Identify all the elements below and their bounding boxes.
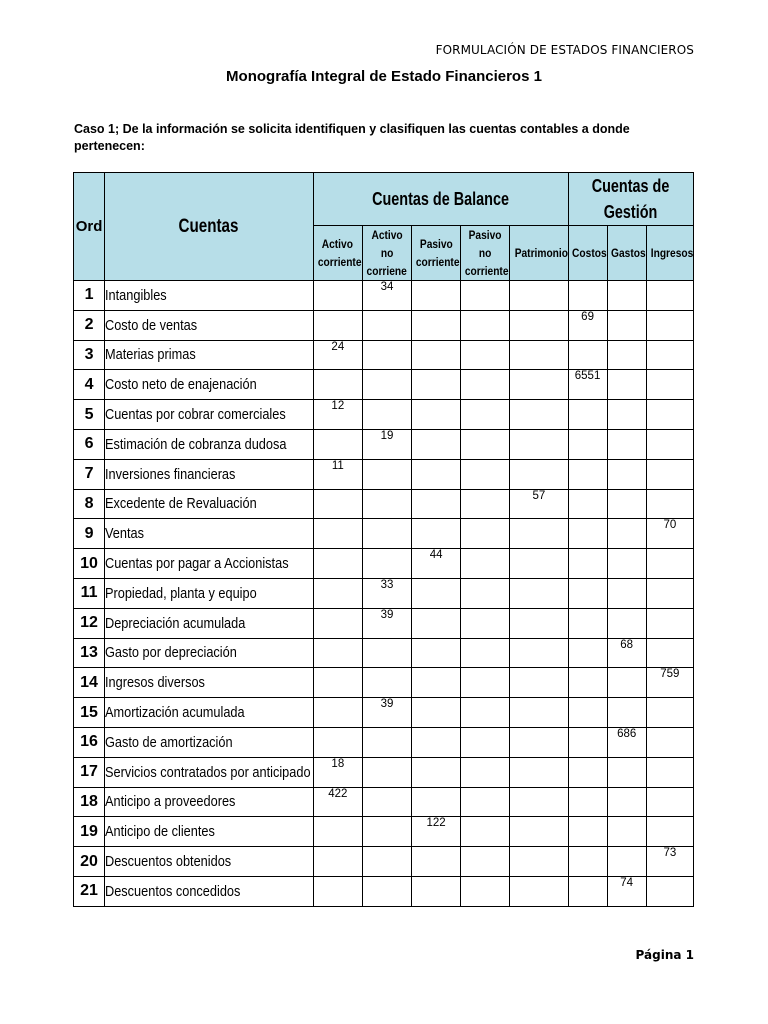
row-value-cell <box>461 847 510 877</box>
row-value-cell: 686 <box>607 727 646 757</box>
row-value-cell <box>568 489 607 519</box>
row-account-name: Depreciación acumulada <box>105 608 314 638</box>
table-row <box>74 400 694 430</box>
row-ord: 19 <box>74 817 105 847</box>
row-value-cell: 6551 <box>568 370 607 400</box>
row-value-cell <box>510 698 568 728</box>
row-account-name: Intangibles <box>105 281 314 311</box>
row-account-name: Gasto por depreciación <box>105 638 314 668</box>
row-value-cell <box>412 489 461 519</box>
row-value-cell <box>412 847 461 877</box>
row-value-cell <box>461 787 510 817</box>
table-row <box>74 698 694 728</box>
row-ord: 7 <box>74 459 105 489</box>
row-value-cell: 122 <box>412 817 461 847</box>
row-value-cell <box>362 847 411 877</box>
row-value-cell <box>568 459 607 489</box>
row-value-cell <box>362 370 411 400</box>
table-row <box>74 459 694 489</box>
subheader-3: Pasivo no corriente <box>461 226 510 281</box>
row-value-cell <box>461 519 510 549</box>
row-value-cell <box>412 608 461 638</box>
row-value-cell: 74 <box>607 876 646 906</box>
row-value-cell <box>646 549 693 579</box>
row-value-cell <box>412 727 461 757</box>
row-value-cell <box>568 429 607 459</box>
row-value-cell <box>412 638 461 668</box>
row-value-cell <box>607 340 646 370</box>
row-value-cell <box>568 608 607 638</box>
subheader-0: Activo corriente <box>313 226 362 281</box>
header-cuentas-gestion: Cuentas de Gestión <box>568 173 693 226</box>
accounts-table <box>73 172 694 907</box>
row-value-cell <box>313 549 362 579</box>
row-value-cell <box>568 549 607 579</box>
row-value-cell <box>461 281 510 311</box>
row-value-cell <box>510 370 568 400</box>
row-value-cell <box>461 608 510 638</box>
row-value-cell <box>412 519 461 549</box>
row-value-cell <box>362 757 411 787</box>
table-row <box>74 668 694 698</box>
row-ord: 10 <box>74 549 105 579</box>
subheader-6: Gastos <box>607 226 646 281</box>
row-value-cell <box>607 489 646 519</box>
table-row <box>74 757 694 787</box>
row-account-name: Cuentas por cobrar comerciales <box>105 400 314 430</box>
row-value-cell <box>412 698 461 728</box>
table-row <box>74 876 694 906</box>
row-value-cell <box>568 400 607 430</box>
row-value-cell <box>646 310 693 340</box>
row-value-cell: 68 <box>607 638 646 668</box>
row-value-cell <box>313 727 362 757</box>
row-value-cell <box>362 400 411 430</box>
row-value-cell <box>646 578 693 608</box>
row-value-cell <box>362 489 411 519</box>
row-value-cell <box>461 400 510 430</box>
row-account-name: Excedente de Revaluación <box>105 489 314 519</box>
row-value-cell <box>412 429 461 459</box>
row-value-cell <box>313 638 362 668</box>
row-value-cell: 39 <box>362 698 411 728</box>
header-ord: Ord <box>74 173 105 281</box>
header-cuentas-balance: Cuentas de Balance <box>313 173 568 226</box>
table-row <box>74 578 694 608</box>
row-value-cell <box>510 668 568 698</box>
row-value-cell <box>646 876 693 906</box>
table-row <box>74 340 694 370</box>
row-value-cell <box>510 519 568 549</box>
row-ord: 4 <box>74 370 105 400</box>
row-value-cell <box>646 429 693 459</box>
row-value-cell <box>646 817 693 847</box>
row-value-cell <box>362 817 411 847</box>
row-value-cell <box>646 638 693 668</box>
row-account-name: Servicios contratados por anticipado <box>105 757 314 787</box>
row-value-cell <box>646 787 693 817</box>
row-ord: 14 <box>74 668 105 698</box>
row-account-name: Ventas <box>105 519 314 549</box>
table-row <box>74 549 694 579</box>
row-value-cell <box>646 727 693 757</box>
row-value-cell <box>607 668 646 698</box>
row-value-cell <box>510 638 568 668</box>
row-ord: 2 <box>74 310 105 340</box>
row-value-cell <box>510 400 568 430</box>
row-value-cell <box>607 281 646 311</box>
row-ord: 15 <box>74 698 105 728</box>
row-value-cell <box>313 668 362 698</box>
row-value-cell <box>313 578 362 608</box>
section-header: FORMULACIÓN DE ESTADOS FINANCIEROS <box>435 43 694 57</box>
row-value-cell <box>646 400 693 430</box>
row-value-cell <box>412 370 461 400</box>
row-value-cell <box>313 489 362 519</box>
row-account-name: Descuentos concedidos <box>105 876 314 906</box>
row-account-name: Anticipo a proveedores <box>105 787 314 817</box>
row-account-name: Descuentos obtenidos <box>105 847 314 877</box>
row-value-cell <box>412 757 461 787</box>
row-value-cell <box>313 847 362 877</box>
row-value-cell: 24 <box>313 340 362 370</box>
row-value-cell <box>362 876 411 906</box>
table-row <box>74 281 694 311</box>
row-value-cell <box>461 370 510 400</box>
row-value-cell <box>568 757 607 787</box>
row-ord: 11 <box>74 578 105 608</box>
row-value-cell <box>568 698 607 728</box>
row-value-cell <box>362 787 411 817</box>
header-cuentas: Cuentas <box>105 173 314 281</box>
row-value-cell <box>362 727 411 757</box>
row-value-cell <box>568 847 607 877</box>
row-value-cell <box>510 608 568 638</box>
subheader-5: Costos <box>568 226 607 281</box>
table-row <box>74 608 694 638</box>
row-value-cell <box>461 340 510 370</box>
table-row <box>74 429 694 459</box>
row-value-cell <box>568 787 607 817</box>
row-value-cell <box>646 281 693 311</box>
row-value-cell: 18 <box>313 757 362 787</box>
row-ord: 20 <box>74 847 105 877</box>
row-value-cell <box>607 370 646 400</box>
row-value-cell <box>607 459 646 489</box>
row-value-cell <box>412 578 461 608</box>
table-row <box>74 310 694 340</box>
row-value-cell <box>607 429 646 459</box>
row-value-cell <box>313 370 362 400</box>
row-value-cell: 11 <box>313 459 362 489</box>
row-ord: 16 <box>74 727 105 757</box>
table-row <box>74 787 694 817</box>
document-title: Monografía Integral de Estado Financieros 1 <box>226 68 542 85</box>
row-value-cell <box>461 578 510 608</box>
row-ord: 1 <box>74 281 105 311</box>
row-ord: 9 <box>74 519 105 549</box>
row-value-cell: 422 <box>313 787 362 817</box>
subheader-1: Activo no corriene <box>362 226 411 281</box>
row-value-cell <box>412 400 461 430</box>
row-value-cell <box>568 340 607 370</box>
row-value-cell <box>313 876 362 906</box>
row-value-cell <box>568 727 607 757</box>
row-value-cell <box>568 638 607 668</box>
row-ord: 8 <box>74 489 105 519</box>
row-value-cell <box>607 608 646 638</box>
row-value-cell <box>362 549 411 579</box>
row-account-name: Costo neto de enajenación <box>105 370 314 400</box>
row-value-cell <box>510 787 568 817</box>
row-value-cell <box>362 340 411 370</box>
row-ord: 12 <box>74 608 105 638</box>
row-account-name: Inversiones financieras <box>105 459 314 489</box>
table-row <box>74 817 694 847</box>
row-value-cell <box>510 847 568 877</box>
row-ord: 5 <box>74 400 105 430</box>
row-value-cell <box>510 310 568 340</box>
row-value-cell <box>313 698 362 728</box>
row-value-cell: 70 <box>646 519 693 549</box>
row-value-cell: 69 <box>568 310 607 340</box>
row-value-cell <box>510 578 568 608</box>
row-account-name: Estimación de cobranza dudosa <box>105 429 314 459</box>
row-value-cell <box>461 459 510 489</box>
row-account-name: Propiedad, planta y equipo <box>105 578 314 608</box>
table-row <box>74 727 694 757</box>
subheader-7: Ingresos <box>646 226 693 281</box>
table-row <box>74 489 694 519</box>
table-row <box>74 370 694 400</box>
table-row <box>74 638 694 668</box>
row-value-cell <box>607 847 646 877</box>
row-value-cell <box>461 668 510 698</box>
table-row <box>74 519 694 549</box>
row-value-cell <box>607 400 646 430</box>
row-value-cell <box>362 310 411 340</box>
row-ord: 21 <box>74 876 105 906</box>
row-value-cell <box>461 638 510 668</box>
row-value-cell <box>461 727 510 757</box>
row-value-cell: 39 <box>362 608 411 638</box>
table-row <box>74 847 694 877</box>
row-value-cell <box>313 281 362 311</box>
row-value-cell <box>362 668 411 698</box>
row-value-cell <box>461 757 510 787</box>
row-value-cell: 12 <box>313 400 362 430</box>
row-value-cell <box>646 489 693 519</box>
row-value-cell <box>362 459 411 489</box>
row-value-cell: 57 <box>510 489 568 519</box>
row-value-cell: 73 <box>646 847 693 877</box>
row-value-cell <box>412 310 461 340</box>
row-value-cell <box>461 429 510 459</box>
row-value-cell <box>412 787 461 817</box>
row-value-cell <box>412 281 461 311</box>
row-value-cell <box>510 340 568 370</box>
row-value-cell <box>568 519 607 549</box>
row-account-name: Gasto de amortización <box>105 727 314 757</box>
row-value-cell <box>510 281 568 311</box>
row-account-name: Anticipo de clientes <box>105 817 314 847</box>
row-value-cell <box>607 549 646 579</box>
row-value-cell: 33 <box>362 578 411 608</box>
row-value-cell <box>607 817 646 847</box>
row-value-cell <box>313 519 362 549</box>
row-value-cell <box>362 519 411 549</box>
row-value-cell <box>568 817 607 847</box>
row-value-cell: 19 <box>362 429 411 459</box>
row-value-cell <box>461 817 510 847</box>
row-value-cell <box>646 608 693 638</box>
row-ord: 13 <box>74 638 105 668</box>
row-account-name: Cuentas por pagar a Accionistas <box>105 549 314 579</box>
row-value-cell <box>510 876 568 906</box>
row-value-cell <box>607 787 646 817</box>
row-account-name: Costo de ventas <box>105 310 314 340</box>
row-value-cell <box>510 429 568 459</box>
row-value-cell <box>412 668 461 698</box>
case-instructions: Caso 1; De la información se solicita identifiquen y clasifiquen las cuentas contables a donde pertenecen: <box>74 122 630 153</box>
row-account-name: Amortización acumulada <box>105 698 314 728</box>
row-value-cell <box>510 757 568 787</box>
row-value-cell <box>568 876 607 906</box>
row-value-cell <box>313 310 362 340</box>
row-value-cell <box>646 340 693 370</box>
row-value-cell <box>510 817 568 847</box>
row-account-name: Ingresos diversos <box>105 668 314 698</box>
row-ord: 6 <box>74 429 105 459</box>
row-value-cell <box>412 459 461 489</box>
row-value-cell: 34 <box>362 281 411 311</box>
row-value-cell <box>646 757 693 787</box>
row-value-cell <box>607 310 646 340</box>
row-value-cell <box>461 876 510 906</box>
row-value-cell <box>313 817 362 847</box>
row-value-cell <box>412 876 461 906</box>
row-value-cell <box>607 757 646 787</box>
row-value-cell <box>568 281 607 311</box>
row-value-cell <box>568 668 607 698</box>
row-value-cell <box>313 608 362 638</box>
row-value-cell <box>313 429 362 459</box>
row-value-cell: 44 <box>412 549 461 579</box>
row-value-cell <box>510 459 568 489</box>
row-account-name: Materias primas <box>105 340 314 370</box>
subheader-2: Pasivo corriente <box>412 226 461 281</box>
row-value-cell <box>646 370 693 400</box>
row-value-cell <box>510 727 568 757</box>
row-value-cell <box>461 698 510 728</box>
row-value-cell <box>607 519 646 549</box>
page-number: Página 1 <box>635 948 694 962</box>
row-ord: 17 <box>74 757 105 787</box>
row-value-cell <box>568 578 607 608</box>
row-value-cell <box>362 638 411 668</box>
row-value-cell <box>607 698 646 728</box>
row-value-cell <box>607 578 646 608</box>
row-value-cell <box>461 549 510 579</box>
row-ord: 18 <box>74 787 105 817</box>
row-value-cell <box>461 489 510 519</box>
row-value-cell <box>646 459 693 489</box>
row-value-cell <box>510 549 568 579</box>
row-value-cell <box>461 310 510 340</box>
row-value-cell <box>646 698 693 728</box>
row-value-cell <box>412 340 461 370</box>
subheader-4: Patrimonio <box>510 226 568 281</box>
row-value-cell: 759 <box>646 668 693 698</box>
row-ord: 3 <box>74 340 105 370</box>
